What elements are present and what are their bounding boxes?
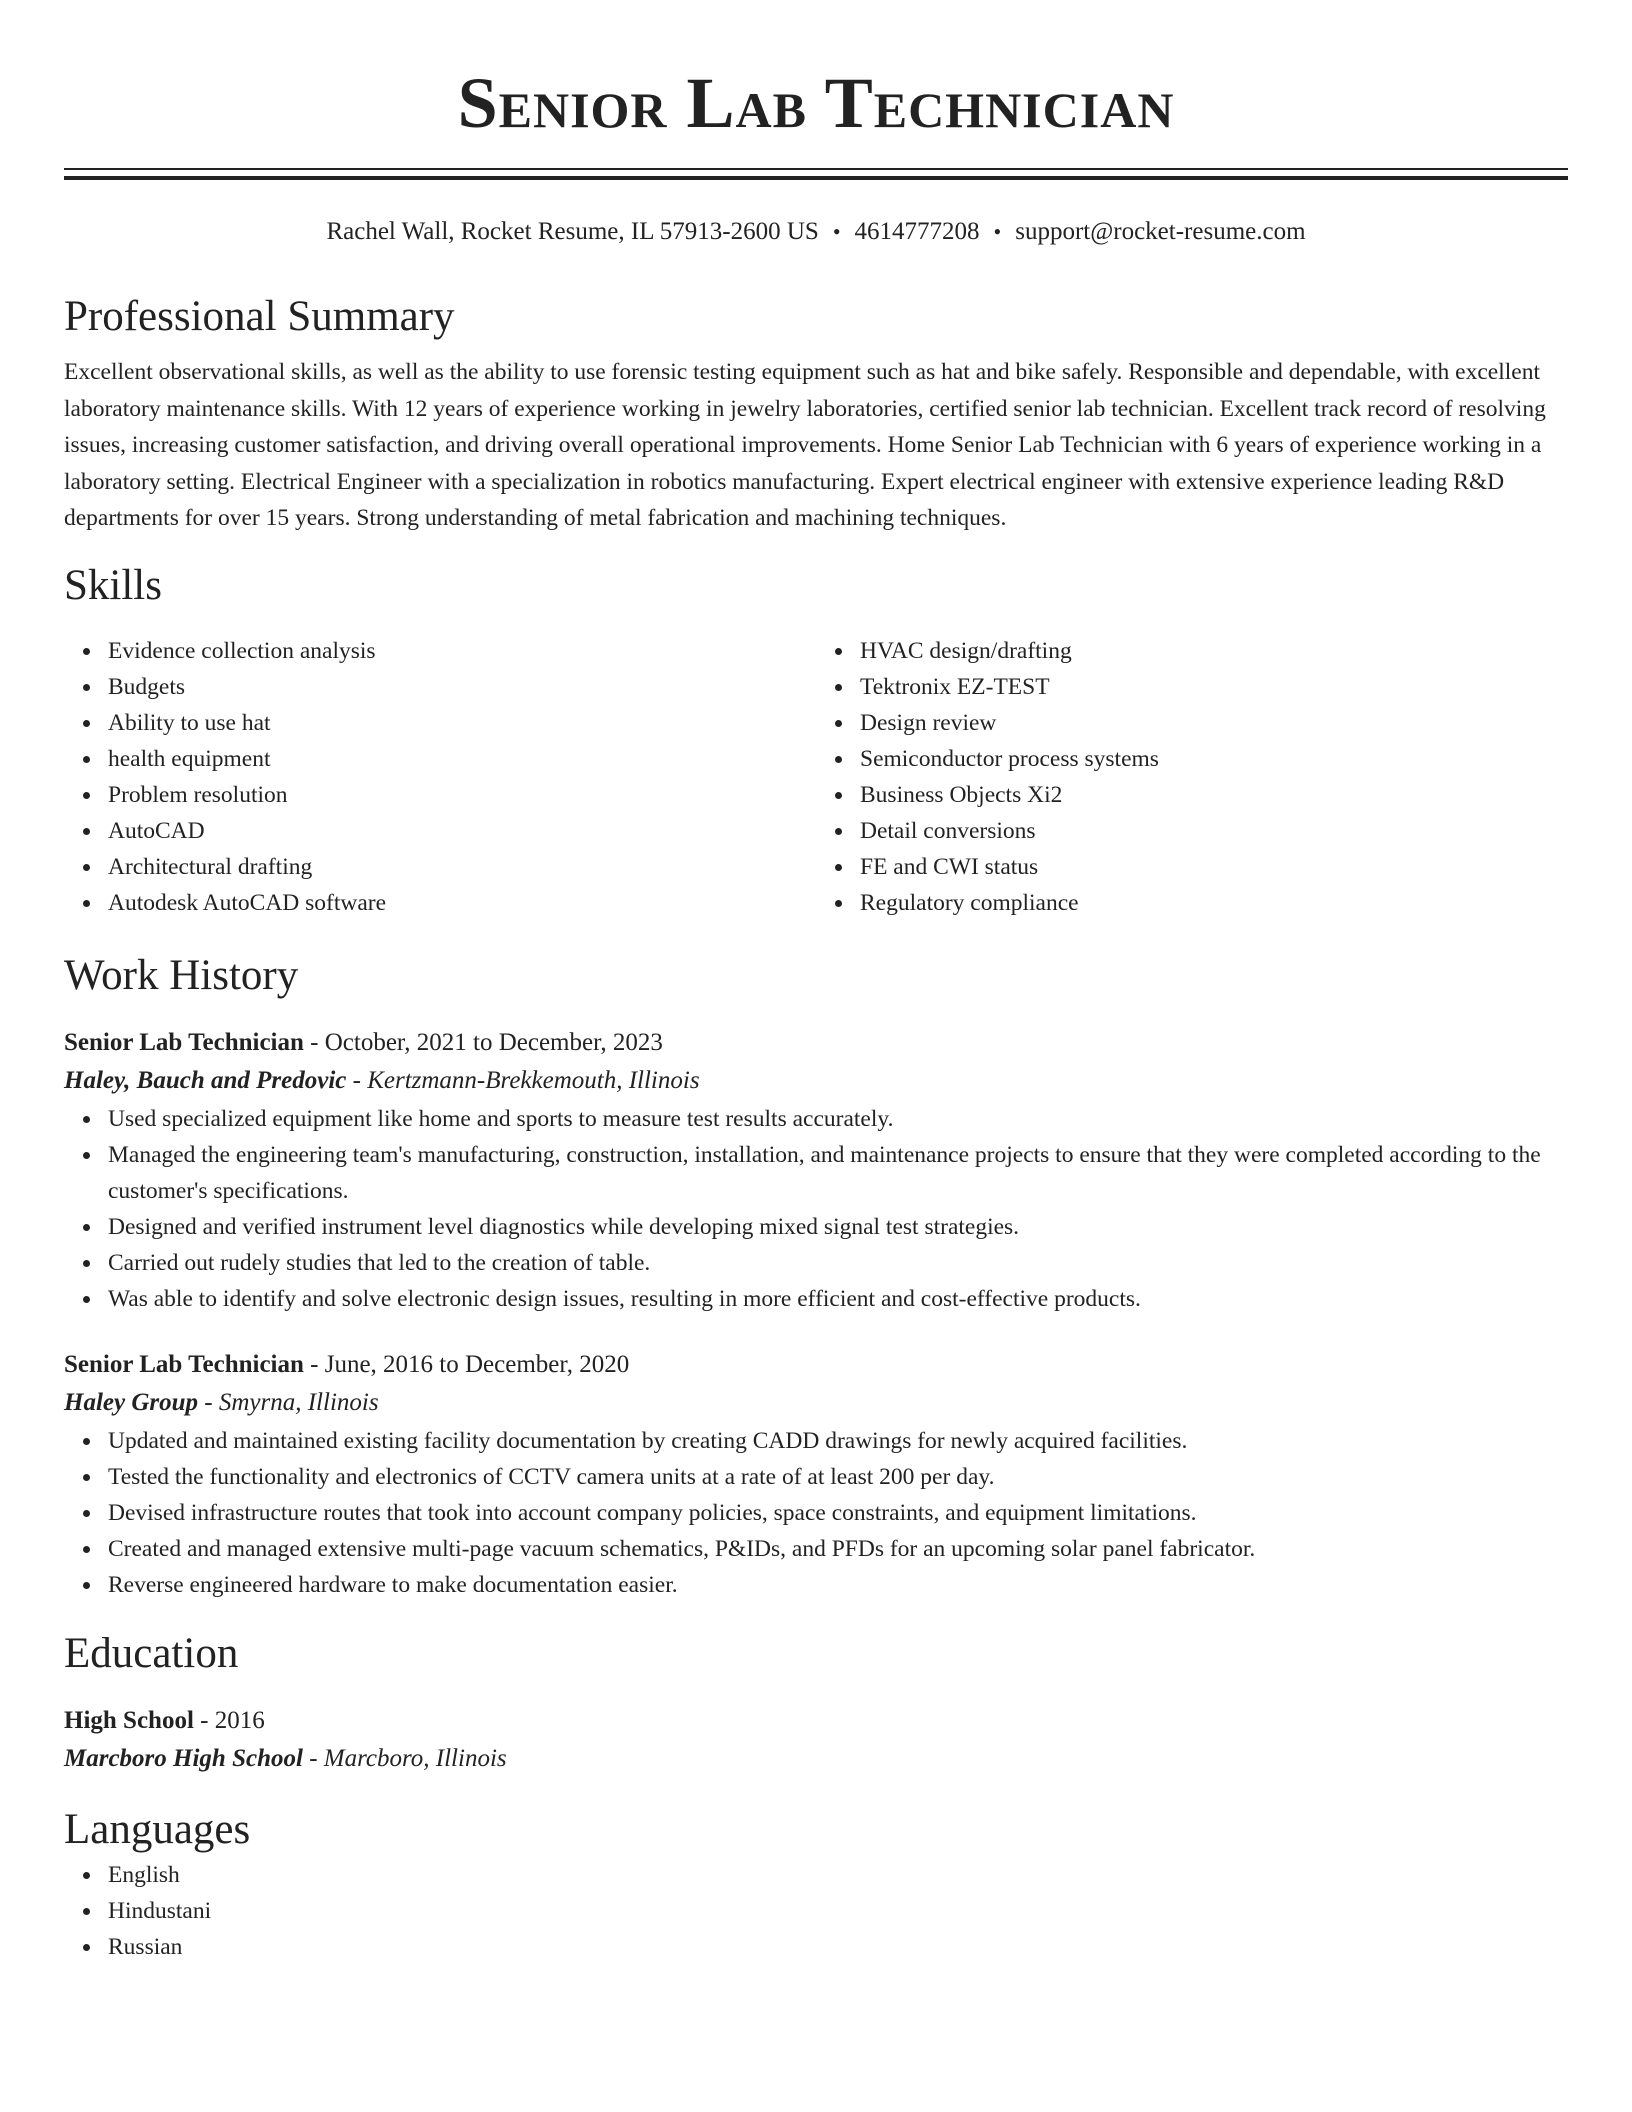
- summary-text: Excellent observational skills, as well as the ability to use forensic testing equipment such as hat and bike safely. Responsible and dependable, with excellent laboratory maintenance skills. With 12 years of experience working in jewelry laboratories, certified senior lab technician. Excellent track record of resolving issues, increasing customer satisfaction, and driving overall operational improvements. Home Senior Lab Technician with 6 years of experience working in a laboratory setting. Electrical Engineer with a specialization in robotics manufacturing. Expert electrical engineer with extensive experience leading R&D departments for over 15 years. Strong understanding of metal fabrication and machining techniques.: [64, 359, 1546, 531]
- skill-item: Design review: [860, 705, 1568, 741]
- skills-grid: [64, 633, 1568, 921]
- job-bullet: Created and managed extensive multi-page vacuum schematics, P&IDs, and PFDs for an upcoming solar panel fabricator.: [108, 1531, 1568, 1567]
- job-title-line: [64, 1347, 1568, 1383]
- job-company: Haley Group: [64, 1388, 199, 1416]
- education-location: - Marcboro, Illinois: [302, 1744, 507, 1772]
- summary-heading: Professional Summary: [64, 293, 455, 340]
- skill-item: Architectural drafting: [108, 849, 816, 885]
- job-company: Haley, Bauch and Predovic: [64, 1066, 347, 1094]
- job-company-line: [64, 1383, 1568, 1423]
- job-bullets: [64, 1101, 1568, 1317]
- job-title-line: [64, 1025, 1568, 1061]
- skill-item: HVAC design/drafting: [860, 633, 1568, 669]
- skill-item: Ability to use hat: [108, 705, 816, 741]
- job-location: - Kertzmann-Brekkemouth, Illinois: [346, 1066, 700, 1094]
- languages-list: [64, 1857, 1568, 1965]
- job-title: Senior Lab Technician: [64, 1028, 304, 1056]
- job-bullet: Carried out rudely studies that led to the creation of table.: [108, 1245, 1568, 1281]
- education-heading: Education: [64, 1629, 239, 1677]
- language-item: Hindustani: [108, 1893, 1568, 1929]
- skill-item: Problem resolution: [108, 777, 816, 813]
- resume-title: Senior Lab Technician: [457, 63, 1175, 143]
- job-company-line: [64, 1061, 1568, 1101]
- job-entry: [64, 1025, 1568, 1317]
- contact-separator: •: [993, 219, 1002, 244]
- job-dates: - June, 2016 to December, 2020: [303, 1350, 630, 1378]
- contact-email[interactable]: support@rocket-resume.com: [1015, 218, 1306, 245]
- skill-item: health equipment: [108, 741, 816, 777]
- education-school-line: [64, 1739, 1568, 1779]
- skill-item: AutoCAD: [108, 813, 816, 849]
- skill-item: Tektronix EZ-TEST: [860, 669, 1568, 705]
- job-bullets: [64, 1423, 1568, 1603]
- skill-item: Evidence collection analysis: [108, 633, 816, 669]
- resume-page: [64, 0, 1568, 1965]
- job-bullet: Tested the functionality and electronics of CCTV camera units at a rate of at least 200 per day.: [108, 1459, 1568, 1495]
- job-bullet: Devised infrastructure routes that took into account company policies, space constraints, and equipment limitations.: [108, 1495, 1568, 1531]
- language-item: English: [108, 1857, 1568, 1893]
- contact-line: [64, 216, 1568, 248]
- education-year: - 2016: [193, 1706, 265, 1734]
- skill-item: FE and CWI status: [860, 849, 1568, 885]
- contact-separator: •: [832, 219, 841, 244]
- job-bullet: Used specialized equipment like home and sports to measure test results accurately.: [108, 1101, 1568, 1137]
- skill-item: Autodesk AutoCAD software: [108, 885, 816, 921]
- skill-item: Business Objects Xi2: [860, 777, 1568, 813]
- title-divider: [64, 168, 1568, 180]
- skill-item: Semiconductor process systems: [860, 741, 1568, 777]
- contact-phone: 4614777208: [854, 218, 980, 245]
- job-location: - Smyrna, Illinois: [198, 1388, 379, 1416]
- education-degree-line: [64, 1703, 1568, 1739]
- job-bullet: Managed the engineering team's manufacturing, construction, installation, and maintenance projects to ensure that they were completed according to the customer's specifications.: [108, 1137, 1568, 1209]
- education-school: Marcboro High School: [64, 1744, 303, 1772]
- contact-address: Rachel Wall, Rocket Resume, IL 57913-2600 US: [326, 218, 819, 245]
- skill-item: Detail conversions: [860, 813, 1568, 849]
- job-bullet: Was able to identify and solve electronic design issues, resulting in more efficient and cost-effective products.: [108, 1281, 1568, 1317]
- job-bullet: Designed and verified instrument level diagnostics while developing mixed signal test strategies.: [108, 1209, 1568, 1245]
- job-bullet: Reverse engineered hardware to make documentation easier.: [108, 1567, 1568, 1603]
- skill-item: Regulatory compliance: [860, 885, 1568, 921]
- skills-column-right: [816, 633, 1568, 921]
- job-bullet: Updated and maintained existing facility documentation by creating CADD drawings for newly acquired facilities.: [108, 1423, 1568, 1459]
- skill-item: Budgets: [108, 669, 816, 705]
- skills-column-left: [64, 633, 816, 921]
- job-dates: - October, 2021 to December, 2023: [303, 1028, 663, 1056]
- skills-heading: Skills: [64, 561, 162, 609]
- language-item: Russian: [108, 1929, 1568, 1965]
- education-degree: High School: [64, 1706, 194, 1734]
- work-history-heading: Work History: [64, 951, 299, 999]
- job-title: Senior Lab Technician: [64, 1350, 304, 1378]
- job-entry: [64, 1347, 1568, 1603]
- languages-heading: Languages: [64, 1805, 251, 1853]
